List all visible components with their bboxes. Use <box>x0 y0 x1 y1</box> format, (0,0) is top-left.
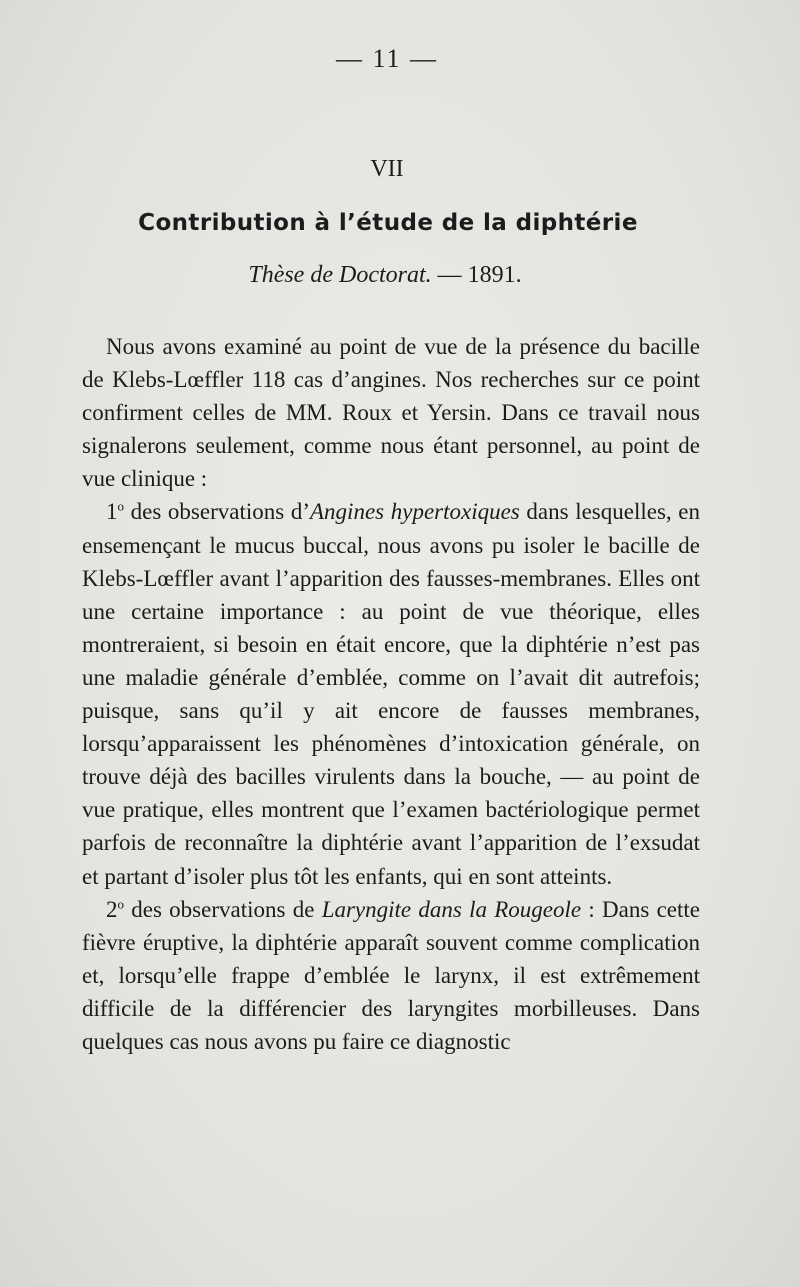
item-number: 2 <box>106 896 118 922</box>
thesis-label: Thèse de Doctorat. <box>248 262 432 288</box>
italic-term: Angines hypertoxiques <box>310 499 520 525</box>
item-number: 1 <box>106 499 118 525</box>
section-number: VII <box>370 156 404 182</box>
paragraph-measles-laryngitis <box>82 893 700 1058</box>
thesis-year: — 1891. <box>431 262 522 288</box>
paragraph-text: des observations d’ <box>124 499 310 525</box>
ordinal-superscript: o <box>117 498 124 514</box>
body-text <box>82 330 700 1058</box>
paragraph-text: des observations de <box>124 896 322 922</box>
paragraph-text: dans lesquelles, en ensemençant le mucus buccal, nous avons pu isoler le bacille de Klebs-Lœffler avant l’apparition des fausses-membranes. Elles ont une certaine importance : au point de vue théorique, elles montreraient, si besoin en était encore, que la diphtérie n’est pas une maladie générale d’emblée, comme on l’avait dit autrefois; puisque, sans qu’il y ait encore de fausses membranes, lorsqu’apparaissent les phénomènes d’intoxication générale, on trouve déjà des bacilles virulents dans la bouche, — au point de vue pratique, elles montrent que l’examen bactériologique permet parfois de reconnaître la diphtérie avant l’apparition de l’exsudat et partant d’isoler plus tôt les enfants, qui en sont atteints. <box>82 499 700 889</box>
section-subtitle <box>0 262 770 289</box>
paragraph-text: : Dans cette fièvre éruptive, la diphtérie apparaît souvent comme complication et, lorsqu’elle frappe d’emblée le larynx, il est extrêmement difficile de la différencier des laryngites morbilleuses. Dans quelques cas nous avons pu faire ce diagnostic <box>82 896 700 1054</box>
paragraph-hypertoxic-angines <box>82 495 700 892</box>
section-title: Contribution à l’étude de la diphtérie <box>138 210 638 236</box>
ordinal-superscript: o <box>117 895 124 911</box>
italic-term: Laryngite dans la Rougeole <box>321 896 582 922</box>
page-number: — 11 — <box>335 44 439 73</box>
paragraph-intro: Nous avons examiné au point de vue de la présence du bacille de Klebs-Lœffler 118 cas d’angines. Nos recherches sur ce point confirment celles de MM. Roux et Yersin. Dans ce travail nous signalerons seulement, comme nous étant personnel, au point de vue clinique : <box>82 334 700 492</box>
